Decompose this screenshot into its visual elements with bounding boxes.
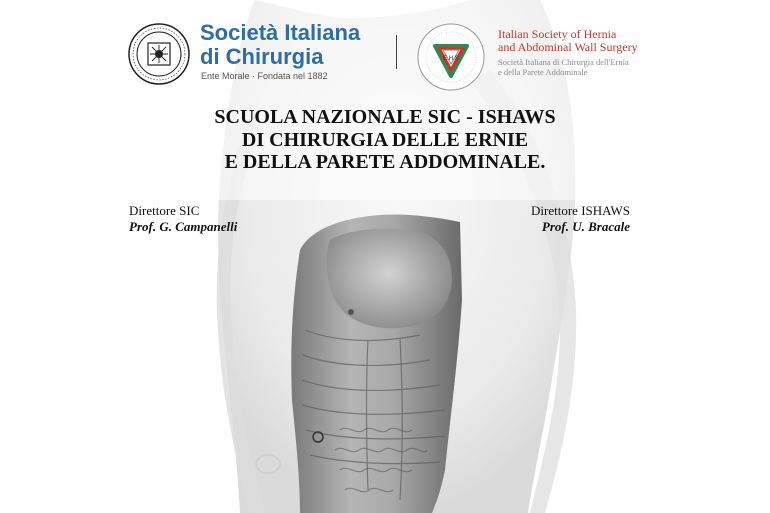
ishaws-name-line1: Italian Society of Hernia <box>498 27 617 41</box>
sic-seal-icon <box>128 23 190 85</box>
director-ishaws <box>531 203 630 235</box>
ishaws-logo-text: E.H.S <box>443 56 459 62</box>
title-line1: SCUOLA NAZIONALE SIC - ISHAWS <box>214 106 556 128</box>
sic-subtitle: Ente Morale · Fondata nel 1882 <box>201 71 328 81</box>
header-divider <box>396 35 397 69</box>
ishaws-name-line2: and Abdominal Wall Surgery <box>498 40 638 54</box>
ishaws-sub-line1: Società Italiana di Chirurgia dell'Ernia <box>498 57 629 67</box>
page-title <box>0 106 770 174</box>
title-line3: E DELLA PARETE ADDOMINALE. <box>224 151 546 173</box>
sic-name-line1: Società Italiana <box>200 20 361 45</box>
ishaws-name <box>498 28 638 54</box>
sic-name <box>200 21 360 69</box>
director-ishaws-role: Direttore ISHAWS <box>531 203 630 218</box>
ishaws-sub-line2: e della Parete Addominale <box>498 67 588 77</box>
sic-name-line2: di Chirurgia <box>200 44 324 69</box>
header <box>0 0 770 100</box>
ishaws-subtitle <box>498 57 629 77</box>
director-sic-role: Direttore SIC <box>129 203 200 218</box>
title-line2: DI CHIRURGIA DELLE ERNIE <box>241 128 529 151</box>
director-sic <box>129 203 237 235</box>
director-sic-name: Prof. G. Campanelli <box>129 219 238 234</box>
ishaws-logo-icon <box>414 20 488 94</box>
director-ishaws-name: Prof. U. Bracale <box>541 219 630 234</box>
